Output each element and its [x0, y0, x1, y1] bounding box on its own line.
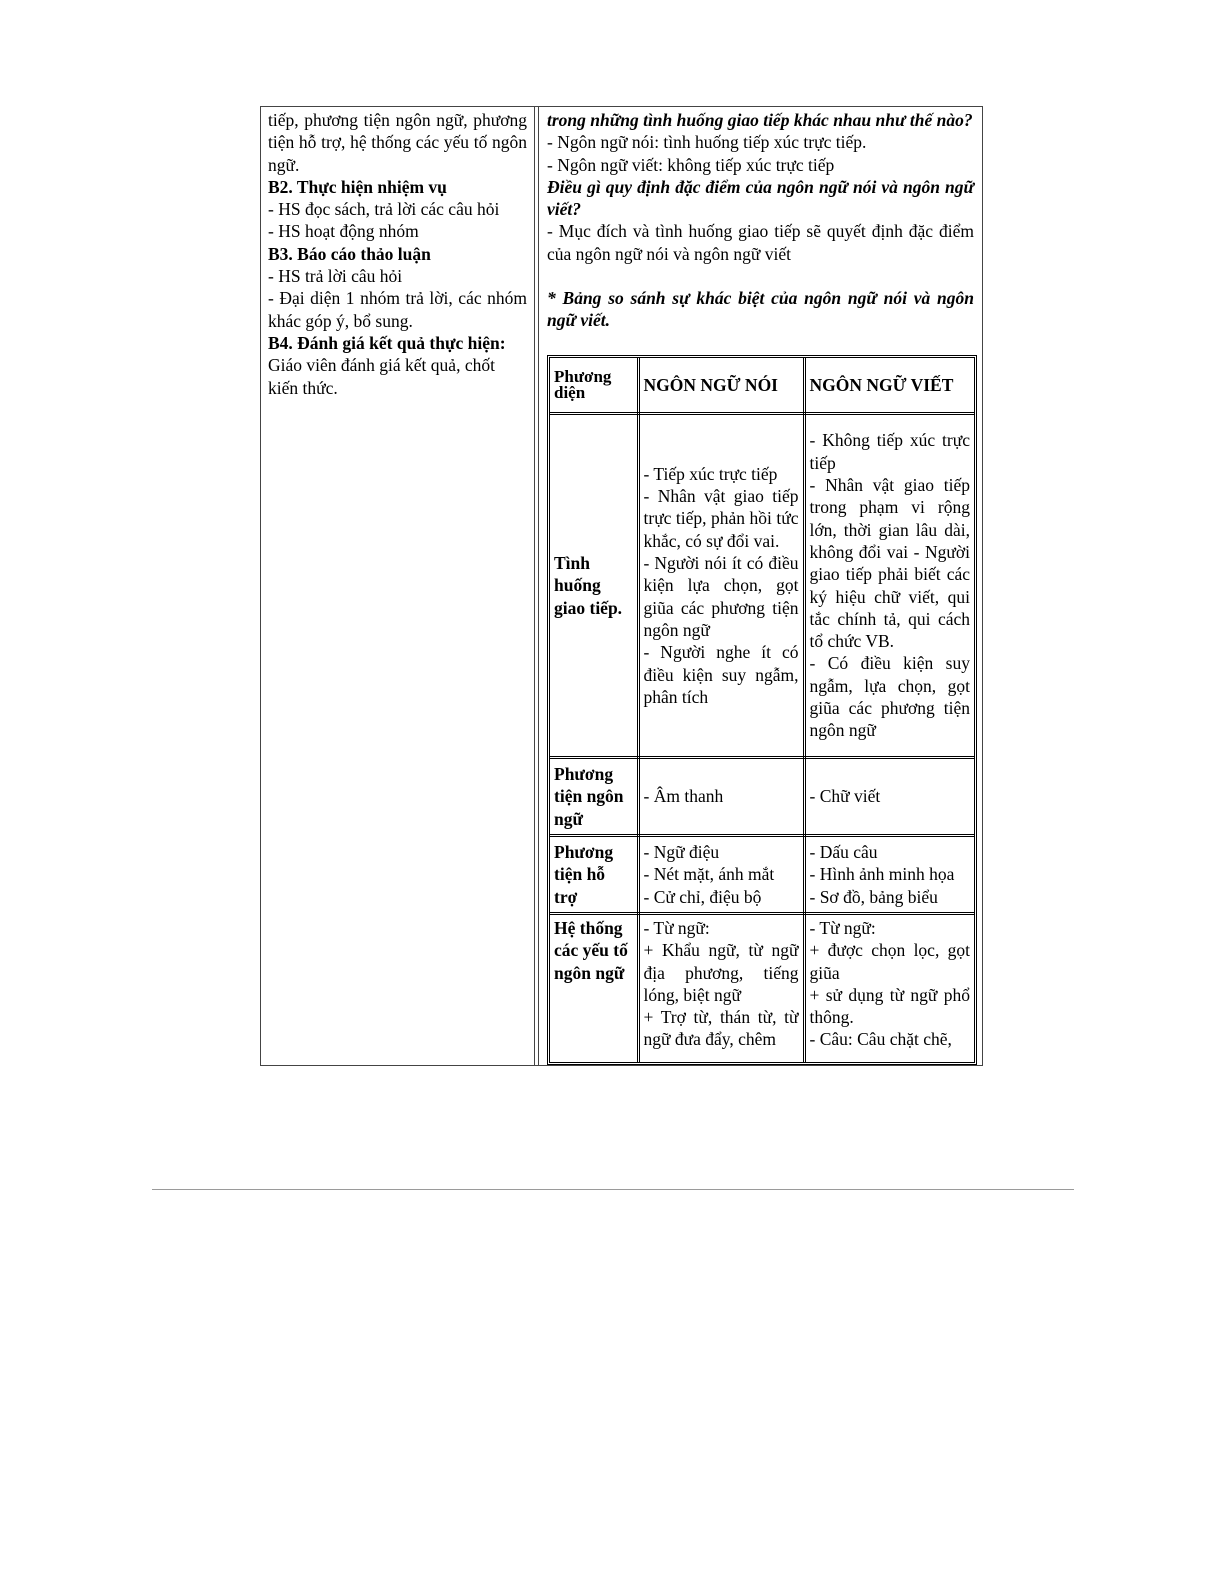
step-b4-title: B4. Đánh giá kết quả thực hiện:	[268, 332, 506, 353]
written-cell: - Dấu câu - Hình ảnh minh họa - Sơ đồ, bảng biểu	[804, 836, 974, 914]
step-b2-item: - HS hoạt động nhóm	[268, 221, 419, 242]
step-b3-item: - HS trả lời câu hỏi	[268, 266, 403, 287]
answer-2: - Mục đích và tình huống giao tiếp sẽ quyết định đặc điểm của ngôn ngữ nói và ngôn ngữ viết	[547, 221, 974, 264]
spoken-cell: - Từ ngữ: + Khẩu ngữ, từ ngữ địa phương, tiếng lóng, biệt ngữ + Trợ từ, thán từ, từ ngữ đưa đẩy, chêm	[638, 914, 804, 1064]
row-label: Tình huống giao tiếp.	[550, 414, 638, 758]
question-1: trong những tình huống giao tiếp khác nhau như thế nào?	[547, 110, 973, 130]
row-label: Phương tiện ngôn ngữ	[550, 758, 638, 836]
comparison-table	[547, 355, 977, 1065]
table-row	[550, 914, 974, 1064]
answer-1-written: - Ngôn ngữ viết: không tiếp xúc trực tiếp	[547, 154, 835, 175]
header-aspect: Phương diện	[550, 358, 638, 414]
table-row	[550, 758, 974, 836]
comparison-table-title: * Bảng so sánh sự khác biệt của ngôn ngữ nói và ngôn ngữ viết.	[547, 288, 974, 331]
step-b3-item: - Đại diện 1 nhóm trả lời, các nhóm khác góp ý, bổ sung.	[268, 288, 527, 331]
step-b4-text: Giáo viên đánh giá kết quả, chốt kiến thức.	[268, 355, 495, 398]
spoken-cell: - Tiếp xúc trực tiếp - Nhân vật giao tiếp trực tiếp, phản hồi tức khắc, có sự đổi vai. - Người nói ít có điều kiện lựa chọn, gọt giũa các phương tiện ngôn ngữ - Người nghe ít có điều kiện suy ngẫm, phân tích	[638, 414, 804, 758]
header-written: NGÔN NGỮ VIẾT	[804, 358, 974, 414]
table-row	[550, 836, 974, 914]
spoken-cell: - Ngữ điệu - Nét mặt, ánh mắt - Cử chỉ, điệu bộ	[638, 836, 804, 914]
intro-text: tiếp, phương tiện ngôn ngữ, phương tiện hỗ trợ, hệ thống các yếu tố ngôn ngữ.	[268, 110, 527, 175]
written-cell: - Chữ viết	[804, 758, 974, 836]
page-divider	[152, 1189, 1074, 1190]
content-column	[538, 107, 982, 1065]
comparison-header-row	[550, 358, 974, 414]
written-cell: - Không tiếp xúc trực tiếp - Nhân vật giao tiếp trong phạm vi rộng lớn, thời gian lâu dài, không đổi vai - Người giao tiếp phải biết các ký hiệu chữ viết, qui tắc chính tả, qui cách tổ chức VB. - Có điều kiện suy ngẫm, lựa chọn, gọt giũa các phương tiện ngôn ngữ	[804, 414, 974, 758]
header-spoken: NGÔN NGỮ NÓI	[638, 358, 804, 414]
step-b2-title: B2. Thực hiện nhiệm vụ	[268, 176, 447, 197]
spoken-cell: - Âm thanh	[638, 758, 804, 836]
row-label: Hệ thống các yếu tố ngôn ngữ	[550, 914, 638, 1064]
question-2: Điều gì quy định đặc điểm của ngôn ngữ nói và ngôn ngữ viết?	[547, 176, 974, 220]
lesson-table	[260, 106, 983, 1066]
answer-1-spoken: - Ngôn ngữ nói: tình huống tiếp xúc trực tiếp.	[547, 132, 867, 153]
row-label: Phương tiện hỗ trợ	[550, 836, 638, 914]
table-row	[550, 414, 974, 758]
step-b2-item: - HS đọc sách, trả lời các câu hỏi	[268, 199, 500, 220]
step-b3-title: B3. Báo cáo thảo luận	[268, 243, 431, 264]
activity-steps-column	[261, 107, 535, 1065]
written-cell: - Từ ngữ: + được chọn lọc, gọt giũa + sử dụng từ ngữ phổ thông. - Câu: Câu chặt chẽ,	[804, 914, 974, 1064]
